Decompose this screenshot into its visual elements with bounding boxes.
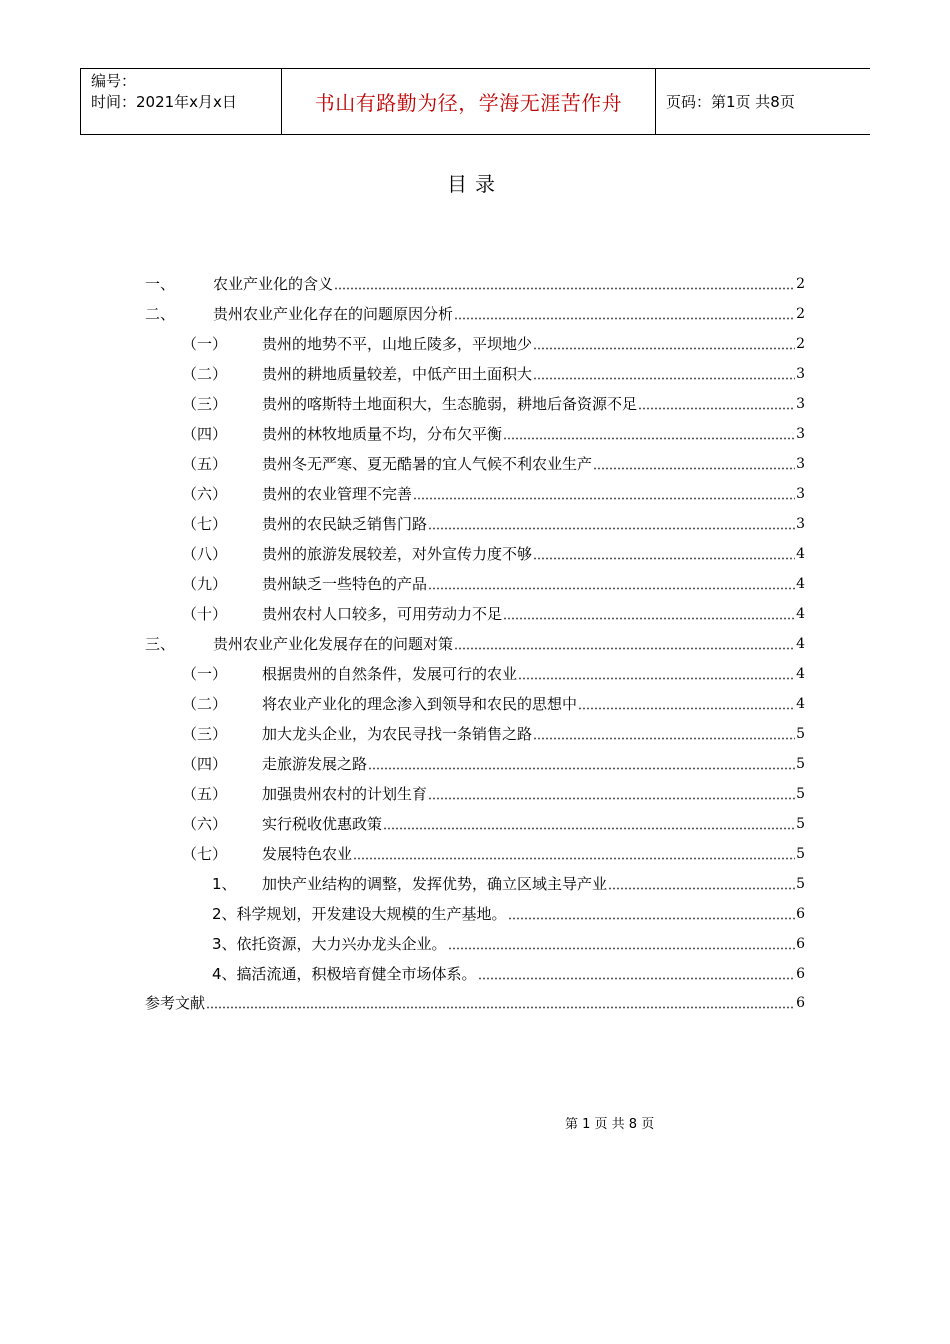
toc-leader-dots (503, 437, 795, 440)
toc-leader-dots (638, 407, 795, 410)
toc-entry[interactable] (212, 900, 805, 924)
toc-leader-dots (428, 587, 795, 590)
toc-entry-number: （七） (182, 845, 228, 863)
toc-entry-page: 5 (796, 876, 805, 892)
toc-entry[interactable] (182, 330, 805, 354)
toc-entry-number: （十） (182, 605, 228, 623)
toc-entry-text: 发展特色农业 (262, 845, 353, 863)
page-footer: 第 1 页 共 8 页 (565, 1117, 655, 1132)
toc-entry[interactable] (145, 300, 805, 324)
toc-entry-text: 贵州冬无严寒、夏无酷暑的宜人气候不利农业生产 (262, 455, 593, 473)
toc-leader-dots (518, 677, 795, 680)
toc-entry-number: （一） (182, 335, 228, 353)
toc-leader-dots (428, 527, 795, 530)
toc-entry-text: 根据贵州的自然条件，发展可行的农业 (262, 665, 518, 683)
toc-entry[interactable] (212, 870, 805, 894)
toc-entry-number: 1、 (212, 875, 237, 893)
toc-entry[interactable] (182, 570, 805, 594)
toc-leader-dots (533, 347, 795, 350)
toc-entry-references[interactable] (145, 989, 805, 1013)
toc-entry-text: 贵州的耕地质量较差，中低产田土面积大 (262, 365, 533, 383)
toc-entry-page: 3 (796, 456, 805, 472)
toc-entry[interactable] (182, 780, 805, 804)
toc-entry[interactable] (182, 390, 805, 414)
toc-leader-dots (448, 947, 796, 950)
toc-entry-number: （四） (182, 425, 228, 443)
toc-leader-dots (428, 797, 795, 800)
toc-entry-page: 5 (796, 816, 805, 832)
toc-entry-text: 贵州的林牧地质量不均，分布欠平衡 (262, 425, 503, 443)
toc-entry[interactable] (182, 510, 805, 534)
toc-leader-dots (533, 737, 795, 740)
toc-entry-text: 贵州农村人口较多，可用劳动力不足 (262, 605, 503, 623)
toc-entry-text: 农业产业化的含义 (213, 275, 334, 293)
toc-entry-text: 贵州的旅游发展较差，对外宣传力度不够 (262, 545, 533, 563)
toc-leader-dots (383, 827, 795, 830)
toc-entry[interactable] (145, 270, 805, 294)
toc-entry[interactable] (182, 360, 805, 384)
toc-entry-page: 4 (796, 606, 805, 622)
toc-entry-number: （八） (182, 545, 228, 563)
toc-entry-page: 4 (796, 576, 805, 592)
toc-entry-text: 贵州的地势不平，山地丘陵多，平坝地少 (262, 335, 533, 353)
toc-leader-dots (508, 917, 796, 920)
toc-entry-number: （九） (182, 575, 228, 593)
toc-entry[interactable] (182, 660, 805, 684)
toc-entry-number: （二） (182, 695, 228, 713)
toc-entry[interactable] (182, 690, 805, 714)
toc-entry[interactable] (182, 540, 805, 564)
toc-leader-dots (334, 287, 795, 290)
toc-entry[interactable] (182, 750, 805, 774)
document-number-label: 编号： (91, 72, 137, 90)
toc-entry-number: （四） (182, 755, 228, 773)
toc-entry-page: 3 (796, 366, 805, 382)
toc-leader-dots (533, 377, 795, 380)
toc-entry-page: 4 (796, 666, 805, 682)
toc-entry-page: 5 (796, 786, 805, 802)
toc-entry-page: 6 (796, 995, 805, 1011)
toc-entry-text: 参考文献 (145, 994, 206, 1012)
header-page-info: 页码：第1页 共8页 (666, 93, 795, 111)
toc-entry-page: 2 (796, 276, 805, 292)
toc-entry-text: 贵州的农民缺乏销售门路 (262, 515, 428, 533)
toc-leader-dots (413, 497, 795, 500)
toc-leader-dots (454, 647, 795, 650)
toc-entry-text: 2、科学规划，开发建设大规模的生产基地。 (212, 905, 507, 923)
toc-leader-dots (578, 707, 795, 710)
toc-entry-page: 4 (796, 636, 805, 652)
toc-entry[interactable] (182, 420, 805, 444)
toc-entry-text: 实行税收优惠政策 (262, 815, 383, 833)
toc-entry-number: （六） (182, 485, 228, 503)
toc-entry-number: 二、 (145, 305, 176, 323)
toc-entry-number: （五） (182, 785, 228, 803)
toc-entry[interactable] (145, 630, 805, 654)
toc-entry-page: 6 (796, 906, 805, 922)
toc-entry-text: 贵州的喀斯特土地面积大，生态脆弱，耕地后备资源不足 (262, 395, 638, 413)
toc-entry-page: 6 (796, 966, 805, 982)
toc-leader-dots (368, 767, 795, 770)
toc-entry[interactable] (182, 600, 805, 624)
toc-entry-text: 将农业产业化的理念渗入到领导和农民的思想中 (262, 695, 578, 713)
toc-entry-text: 贵州农业产业化存在的问题原因分析 (213, 305, 454, 323)
toc-entry-text: 加大龙头企业，为农民寻找一条销售之路 (262, 725, 533, 743)
toc-entry[interactable] (182, 450, 805, 474)
toc-entry-number: （三） (182, 395, 228, 413)
toc-leader-dots (353, 857, 795, 860)
toc-leader-dots (503, 617, 795, 620)
toc-entry-text: 加强贵州农村的计划生育 (262, 785, 428, 803)
toc-leader-dots (533, 557, 795, 560)
toc-entry[interactable] (182, 720, 805, 744)
toc-entry-number: （三） (182, 725, 228, 743)
toc-entry[interactable] (212, 960, 805, 984)
toc-entry-text: 贵州农业产业化发展存在的问题对策 (213, 635, 454, 653)
toc-entry-page: 3 (796, 426, 805, 442)
page-header (80, 68, 870, 135)
toc-entry-number: 三、 (145, 635, 176, 653)
toc-entry-page: 4 (796, 546, 805, 562)
toc-entry-number: （七） (182, 515, 228, 533)
toc-entry-page: 2 (796, 306, 805, 322)
toc-entry-page: 2 (796, 336, 805, 352)
toc-entry[interactable] (212, 930, 805, 954)
toc-entry-text: 贵州的农业管理不完善 (262, 485, 413, 503)
toc-entry-text: 4、搞活流通，积极培育健全市场体系。 (212, 965, 477, 983)
toc-entry-text: 3、依托资源，大力兴办龙头企业。 (212, 935, 447, 953)
toc-entry-number: （五） (182, 455, 228, 473)
toc-entry-page: 4 (796, 696, 805, 712)
toc-entry-page: 3 (796, 396, 805, 412)
document-time-label: 时间：2021年x月x日 (91, 93, 237, 111)
toc-entry-page: 3 (796, 486, 805, 502)
toc-leader-dots (478, 977, 796, 980)
toc-entry-page: 6 (796, 936, 805, 952)
toc-entry-number: 一、 (145, 275, 176, 293)
toc-entry-text: 加快产业结构的调整，发挥优势，确立区域主导产业 (262, 875, 608, 893)
toc-title: 目录 (447, 172, 503, 196)
toc-entry-page: 3 (796, 516, 805, 532)
toc-entry[interactable] (182, 810, 805, 834)
toc-entry[interactable] (182, 480, 805, 504)
toc-entry-number: （六） (182, 815, 228, 833)
header-motto: 书山有路勤为径，学海无涯苦作舟 (282, 69, 656, 134)
toc-entry-page: 5 (796, 756, 805, 772)
toc-entry[interactable] (182, 840, 805, 864)
toc-leader-dots (454, 317, 795, 320)
toc-entry-page: 5 (796, 726, 805, 742)
toc-entry-page: 5 (796, 846, 805, 862)
toc-leader-dots (206, 1006, 795, 1009)
toc-entry-number: （二） (182, 365, 228, 383)
header-meta (81, 69, 282, 134)
toc-entry-number: （一） (182, 665, 228, 683)
toc-entry-text: 走旅游发展之路 (262, 755, 368, 773)
toc-entry-text: 贵州缺乏一些特色的产品 (262, 575, 428, 593)
toc-leader-dots (593, 467, 795, 470)
toc-leader-dots (608, 887, 795, 890)
